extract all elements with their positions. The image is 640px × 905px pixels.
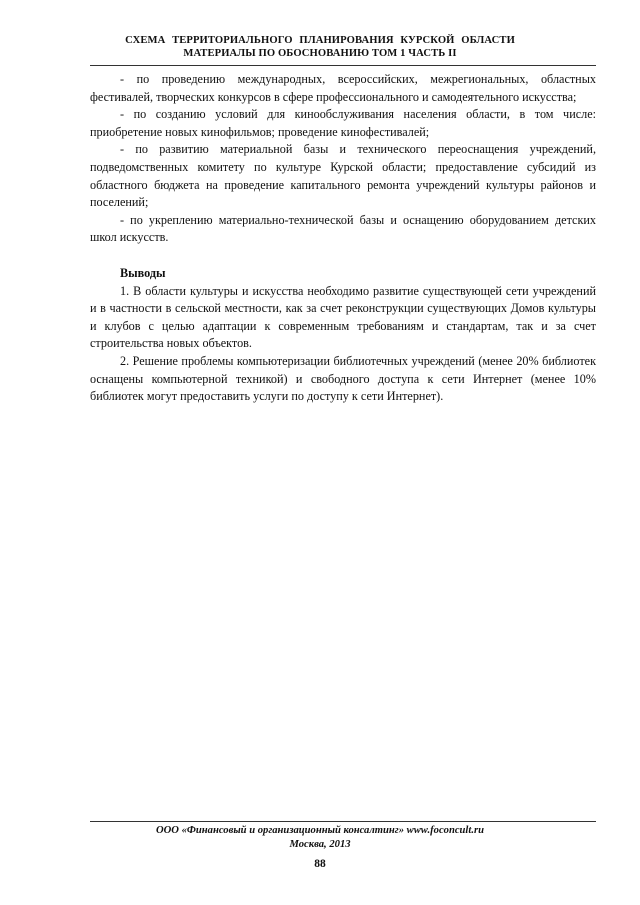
document-footer	[0, 824, 640, 851]
body-paragraph: - по проведению международных, всероссийских, межрегиональных, областных фестивалей, творческих конкурсов в сфере профессионального и самодеятельного искусства;	[90, 72, 596, 104]
body-paragraph: - по созданию условий для кинообслуживания населения области, в том числе: приобретение новых кинофильмов; проведение кинофестивалей;	[90, 107, 596, 139]
conclusion-paragraph: 1. В области культуры и искусства необходимо развитие существующей сети учреждений и в частности в сельской местности, как за счет реконструкции существующих Домов культуры и клубов с целью адаптации к современным требованиям и стандартам, так и за счет строительства новых объектов.	[90, 283, 596, 351]
header-divider	[90, 65, 596, 66]
header-subtitle: МАТЕРИАЛЫ ПО ОБОСНОВАНИЮ ТОМ 1 ЧАСТЬ II	[183, 48, 457, 59]
header-title: СХЕМА ТЕРРИТОРИАЛЬНОГО ПЛАНИРОВАНИЯ КУРСКОЙ ОБЛАСТИ	[125, 35, 515, 46]
page-number: 88	[314, 858, 326, 870]
conclusions-heading: Выводы	[120, 265, 166, 280]
page-body	[90, 71, 596, 406]
document-header	[0, 34, 640, 60]
body-paragraph: - по развитию материальной базы и технического переоснащения учреждений, подведомственных комитету по культуре Курской области; предоставление субсидий из областного бюджета на проведение капитального ремонта учреждений культуры районов и поселений;	[90, 142, 596, 210]
conclusion-paragraph: 2. Решение проблемы компьютеризации библиотечных учреждений (менее 20% библиотек оснащены компьютерной техникой) и свободного доступа к сети Интернет (менее 10% библиотек могут предоставить услуги по доступу к сети Интернет).	[90, 353, 596, 404]
footer-company: ООО «Финансовый и организационный консалтинг» www.foconcult.ru	[156, 825, 484, 836]
footer-divider	[90, 821, 596, 822]
body-paragraph: - по укреплению материально-технической базы и оснащению оборудованием детских школ искусств.	[90, 212, 596, 245]
footer-city-year: Москва, 2013	[289, 838, 351, 850]
